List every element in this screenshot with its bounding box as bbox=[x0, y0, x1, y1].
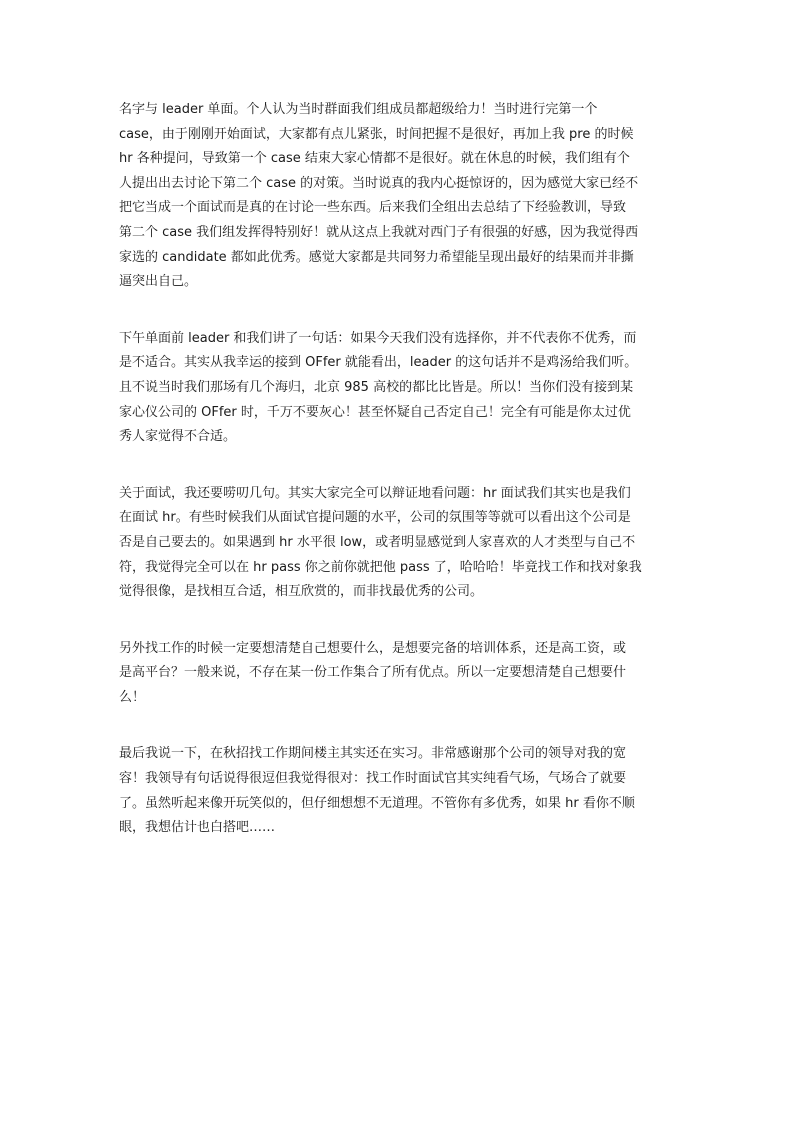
text-line: 关于面试，我还要唠叨几句。其实大家完全可以辩证地看问题：hr 面试我们其实也是我们 bbox=[119, 485, 631, 501]
paragraph-4 bbox=[119, 637, 679, 711]
paragraph-spacer bbox=[119, 450, 679, 482]
paragraph-spacer bbox=[119, 710, 679, 742]
paragraph-5 bbox=[119, 742, 679, 840]
text-line: 家选的 candidate 都如此优秀。感觉大家都是共同努力希望能呈现出最好的结果而并非撕 bbox=[119, 249, 634, 265]
text-line: 容！我领导有句话说得很逗但我觉得很对：找工作时面试官其实纯看气场，气场合了就要 bbox=[119, 771, 627, 787]
text-line: 且不说当时我们那场有几个海归，北京 985 高校的都比比皆是。所以！当你们没有接到某 bbox=[119, 379, 634, 395]
text-line: 家心仪公司的 OFfer 时，千万不要灰心！甚至怀疑自己否定自己！完全有可能是你太过优 bbox=[119, 404, 631, 420]
text-line: 符，我觉得完全可以在 hr pass 你之前你就把他 pass 了，哈哈哈！毕竟找工作和找对象我 bbox=[119, 559, 642, 575]
document-body bbox=[119, 98, 679, 881]
text-line: 第二个 case 我们组发挥得特别好！就从这点上我就对西门子有很强的好感，因为我觉得西 bbox=[119, 224, 639, 240]
text-line: 逼突出自己。 bbox=[119, 274, 198, 290]
text-line: 把它当成一个面试而是真的在讨论一些东西。后来我们全组出去总结了下经验教训，导致 bbox=[119, 200, 627, 216]
text-line: 名字与 leader 单面。个人认为当时群面我们组成员都超级给力！当时进行完第一个 bbox=[119, 102, 598, 117]
text-line: 另外找工作的时候一定要想清楚自己想要什么，是想要完备的培训体系，还是高工资，或 bbox=[119, 640, 627, 656]
text-line: 觉得很像，是找相互合适，相互欣赏的，而非找最优秀的公司。 bbox=[119, 584, 484, 600]
text-line: 人提出出去讨论下第二个 case 的对策。当时说真的我内心挺惊讶的，因为感觉大家已经不 bbox=[119, 175, 639, 191]
paragraph-spacer bbox=[119, 295, 679, 327]
text-line: 秀人家觉得不合适。 bbox=[119, 429, 237, 445]
paragraph-spacer bbox=[119, 605, 679, 637]
text-line: 最后我说一下，在秋招找工作期间楼主其实还在实习。非常感谢那个公司的领导对我的宽 bbox=[119, 746, 627, 762]
paragraph-1 bbox=[119, 98, 679, 295]
paragraph-2 bbox=[119, 327, 679, 450]
text-line: 了。虽然听起来像开玩笑似的，但仔细想想不无道理。不管你有多优秀，如果 hr 看你不顺 bbox=[119, 795, 635, 811]
text-line: 是高平台？一般来说，不存在某一份工作集合了所有优点。所以一定要想清楚自己想要什 bbox=[119, 665, 627, 681]
text-line: 否是自己要去的。如果遇到 hr 水平很 low，或者明显感觉到人家喜欢的人才类型与自己不 bbox=[119, 534, 636, 550]
text-line: case，由于刚刚开始面试，大家都有点儿紧张，时间把握不是很好，再加上我 pre 的时候 bbox=[119, 126, 634, 142]
text-line: hr 各种提问，导致第一个 case 结束大家心情都不是很好。就在休息的时候，我们组有个 bbox=[119, 151, 630, 167]
text-line: 在面试 hr。有些时候我们从面试官提问题的水平，公司的氛围等等就可以看出这个公司是 bbox=[119, 510, 631, 526]
text-line: 下午单面前 leader 和我们讲了一句话：如果今天我们没有选择你，并不代表你不优秀，而 bbox=[119, 330, 637, 346]
text-line: 是不适合。其实从我幸运的接到 OFfer 就能看出，leader 的这句话并不是鸡汤给我们听。 bbox=[119, 355, 638, 371]
paragraph-3 bbox=[119, 482, 679, 605]
text-line: 么！ bbox=[119, 689, 146, 705]
trailing-blank-area bbox=[119, 841, 679, 881]
text-line: 眼，我想估计也白搭吧…… bbox=[119, 820, 276, 836]
